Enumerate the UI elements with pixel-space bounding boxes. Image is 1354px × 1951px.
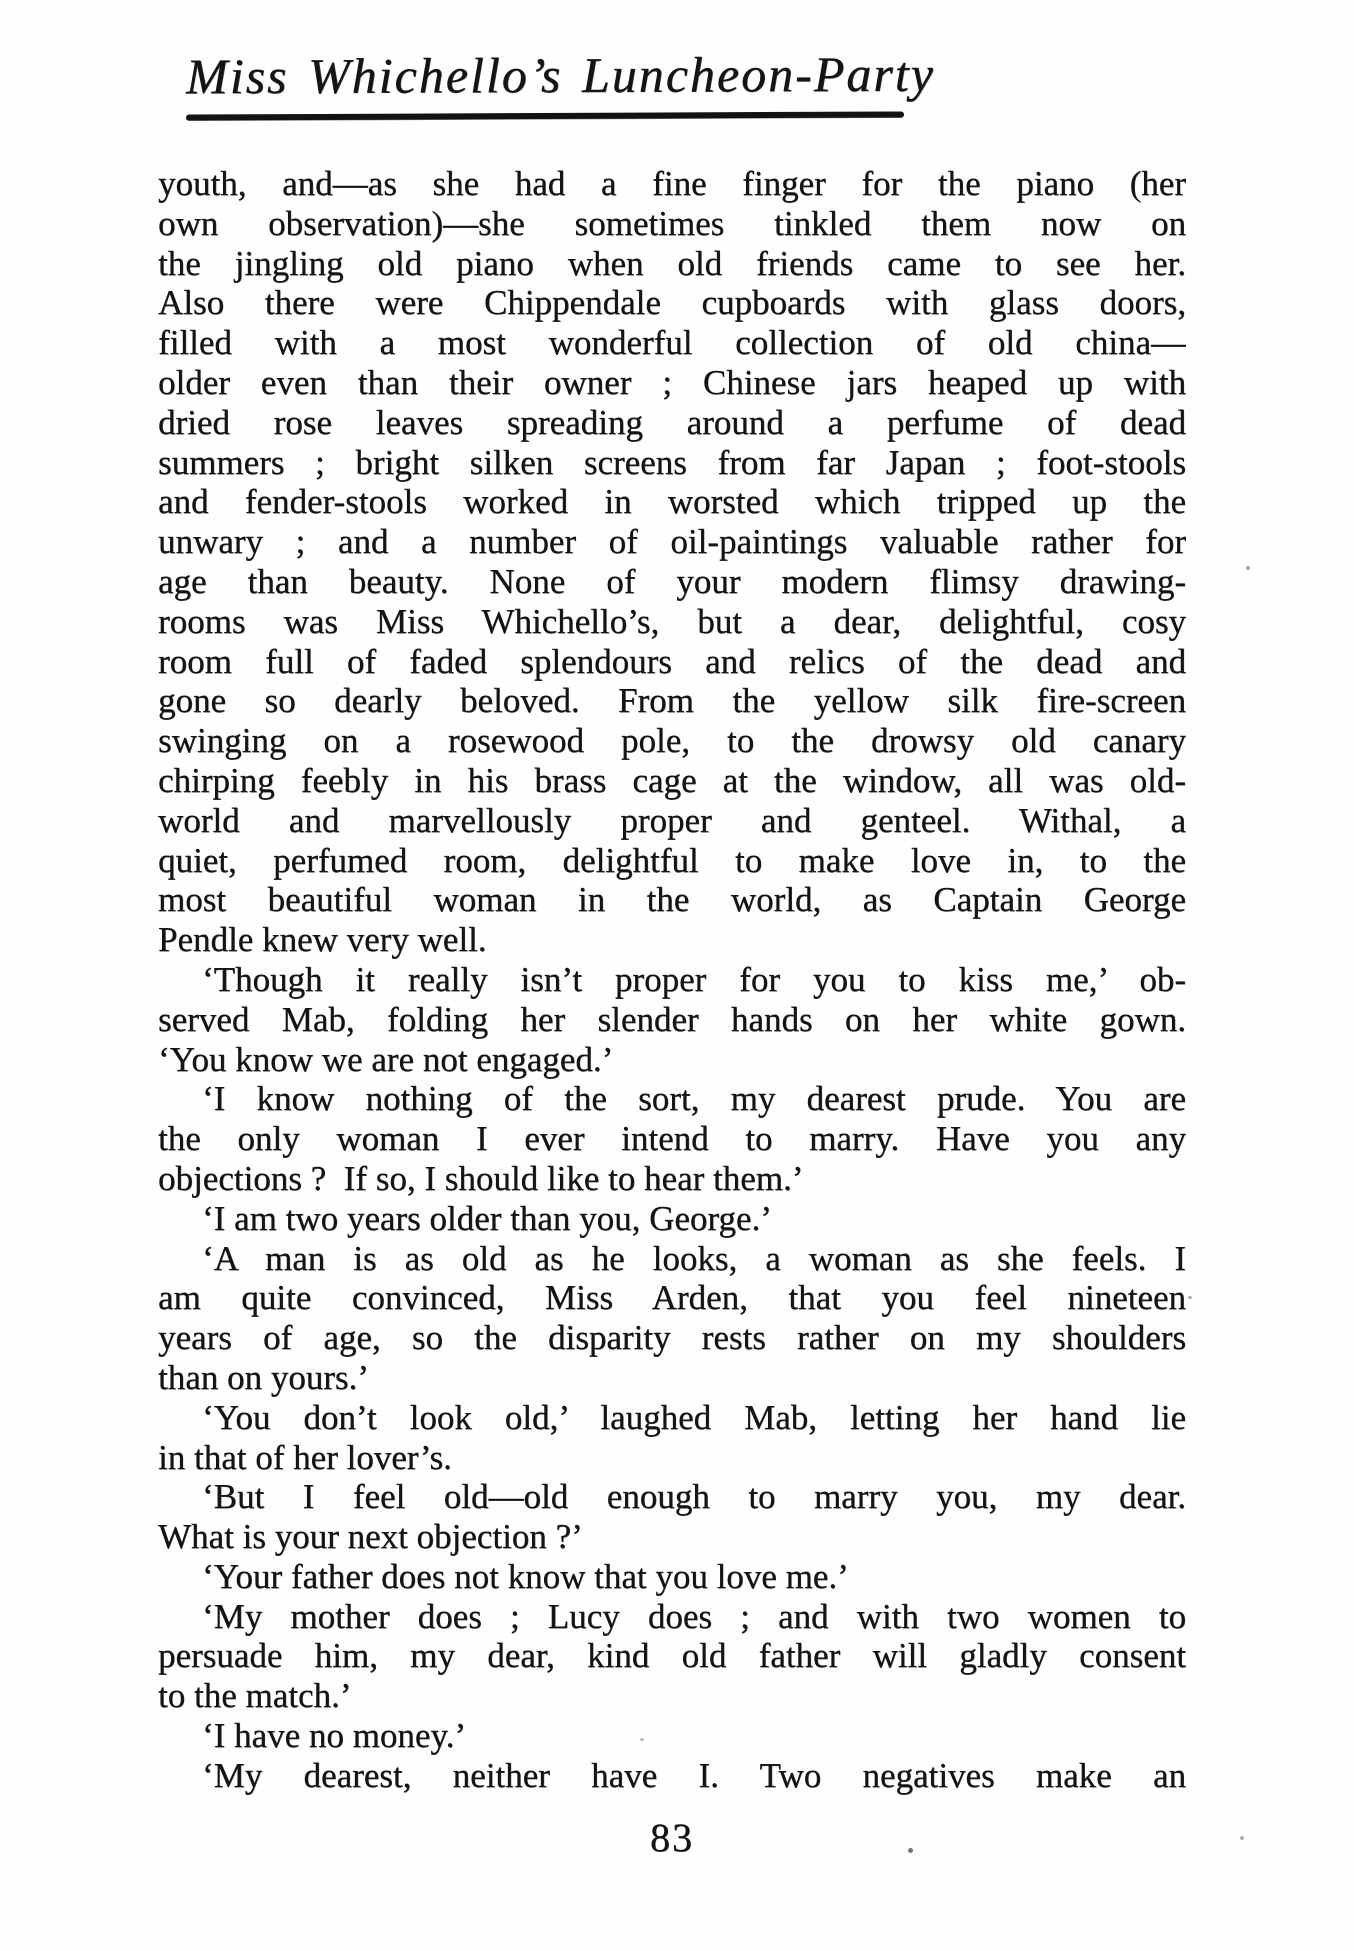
text-line: am quite convinced, Miss Arden, that you feel nineteen <box>158 1278 1186 1318</box>
text-line: ‘You know we are not engaged.’ <box>158 1039 614 1079</box>
text-line: world and marvellously proper and genteel. Withal, a <box>158 800 1186 840</box>
text-line: objections ? If so, I should like to hear them.’ <box>158 1158 804 1198</box>
text-line: in that of her lover’s. <box>158 1437 452 1477</box>
text-line: dried rose leaves spreading around a perfume of dead <box>158 402 1186 442</box>
text-line: ‘You don’t look old,’ laughed Mab, letting her hand lie <box>202 1397 1186 1437</box>
text-line: room full of faded splendours and relics of the dead and <box>158 641 1186 681</box>
text-line: unwary ; and a number of oil-paintings valuable rather for <box>158 522 1186 562</box>
text-line: the jingling old piano when old friends came to see her. <box>158 243 1186 283</box>
text-line: ‘I have no money.’ <box>202 1716 467 1756</box>
text-line: age than beauty. None of your modern flimsy drawing- <box>158 561 1186 601</box>
text-line: most beautiful woman in the world, as Captain George <box>158 880 1186 920</box>
text-line: ‘I am two years older than you, George.’ <box>202 1198 772 1238</box>
text-line: youth, and—as she had a fine finger for the piano (her <box>158 164 1186 203</box>
text-line: What is your next objection ?’ <box>158 1517 583 1557</box>
text-line: served Mab, folding her slender hands on her white gown. <box>158 999 1186 1039</box>
text-line: chirping feebly in his brass cage at the window, all was old- <box>158 760 1186 800</box>
chapter-title: Miss Whichello’s Luncheon-Party <box>185 45 935 105</box>
text-line: ‘I know nothing of the sort, my dearest prude. You are <box>202 1079 1186 1119</box>
text-line: ‘Though it really isn’t proper for you to kiss me,’ ob- <box>202 959 1186 999</box>
text-line: to the match.’ <box>158 1676 352 1716</box>
text-line: and fender-stools worked in worsted which tripped up the <box>158 482 1186 522</box>
running-head <box>185 44 935 119</box>
header-rule <box>186 111 904 120</box>
text-line: ‘Your father does not know that you love me.’ <box>202 1556 849 1596</box>
text-block <box>158 164 1186 1796</box>
scan-speck <box>640 1738 644 1741</box>
text-line: ‘But I feel old—old enough to marry you, my dear. <box>202 1477 1186 1517</box>
text-line: filled with a most wonderful collection of old china— <box>158 323 1186 363</box>
page-number: 83 <box>650 1815 694 1860</box>
text-line: swinging on a rosewood pole, to the drowsy old canary <box>158 721 1186 761</box>
text-line: ‘A man is as old as he looks, a woman as she feels. I <box>202 1238 1186 1278</box>
scan-speck <box>1188 1296 1192 1299</box>
text-line: ‘My mother does ; Lucy does ; and with two women to <box>202 1596 1186 1636</box>
text-line: than on yours.’ <box>158 1357 369 1397</box>
text-line: rooms was Miss Whichello’s, but a dear, delightful, cosy <box>158 601 1186 641</box>
text-line: Pendle knew very well. <box>158 920 487 960</box>
text-line: quiet, perfumed room, delightful to make love in, to the <box>158 840 1186 880</box>
text-line: own observation)—she sometimes tinkled them now on <box>158 203 1186 243</box>
text-line: years of age, so the disparity rests rather on my shoulders <box>158 1318 1186 1358</box>
scan-speck <box>1240 1836 1244 1840</box>
scan-speck <box>908 1848 913 1853</box>
text-line: Also there were Chippendale cupboards with glass doors, <box>158 283 1186 323</box>
text-line: gone so dearly beloved. From the yellow silk fire-screen <box>158 681 1186 721</box>
text-line: the only woman I ever intend to marry. Have you any <box>158 1119 1186 1159</box>
text-line: summers ; bright silken screens from far Japan ; foot-stools <box>158 442 1186 482</box>
text-line: persuade him, my dear, kind old father will gladly consent <box>158 1636 1186 1676</box>
text-line: older even than their owner ; Chinese jars heaped up with <box>158 362 1186 402</box>
text-line: ‘My dearest, neither have I. Two negatives make an <box>202 1755 1186 1795</box>
scan-speck <box>1246 566 1250 570</box>
